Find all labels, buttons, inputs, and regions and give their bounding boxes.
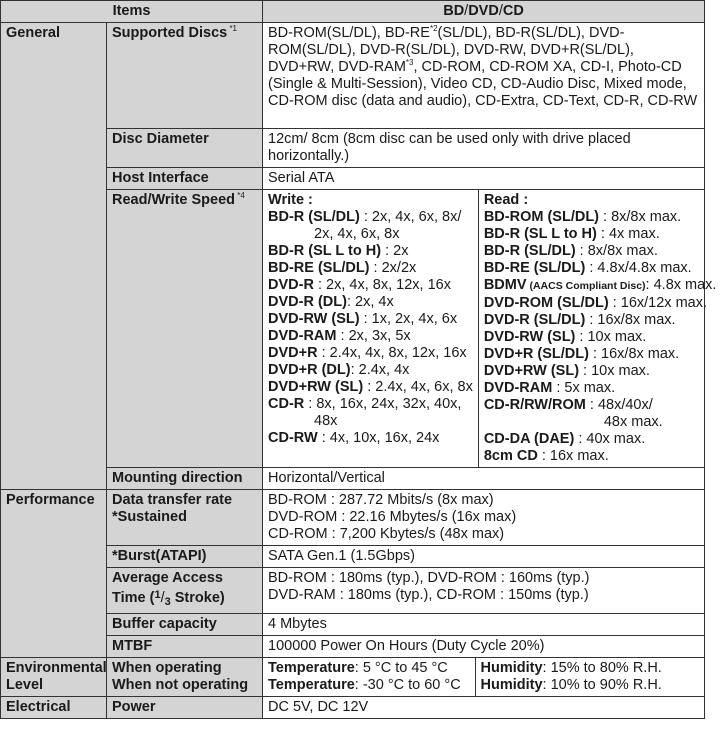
value-burst: SATA Gen.1 (1.5Gbps) (263, 546, 705, 568)
read-speed-line: DVD-RW (SL) : 10x max. (483, 329, 647, 345)
read-speed-line: 8cm CD : 16x max. (483, 448, 609, 464)
read-speed-line: DVD-R (SL/DL) : 16x/8x max. (483, 312, 676, 328)
humidity-values: Humidity: 15% to 80% R.H. Humidity: 10% to 90% R.H. (480, 660, 662, 693)
label-buffer-capacity: Buffer capacity (107, 614, 263, 636)
write-speed-line: BD-RE (SL/DL) : 2x/2x (268, 260, 417, 276)
read-speed-line: DVD+RW (SL) : 10x max. (483, 363, 650, 379)
value-buffer-capacity: 4 Mbytes (263, 614, 705, 636)
category-general: General (1, 23, 107, 490)
value-supported-discs: BD-ROM(SL/DL), BD-RE$^{*2}$(SL/DL), BD-R(SL/DL), DVD-ROM(SL/DL), DVD-R(SL/DL), DVD-RW, DVD+R(SL/DL), DVD+RW, DVD-RAM$^{*3}$, CD-ROM, CD-ROM XA, CD-I, Photo-CD (Single & Multi-Session), Video CD, CD-Audio Disc, Mixed mode, CD-ROM disc (data and audio), CD-Extra, CD-Text, CD-R, CD-RW (263, 23, 705, 129)
category-environmental: Environmental Level (1, 658, 107, 697)
row-environmental (1, 658, 705, 697)
write-speed-line: DVD-RAM : 2x, 3x, 5x (268, 328, 411, 344)
row-electrical (1, 697, 705, 719)
label-read-write-speed: Read/Write Speed $^{*4}$ (107, 190, 263, 468)
format-header: BD/DVD/CD (263, 1, 705, 23)
value-host-interface: Serial ATA (263, 168, 705, 190)
read-speed-list: Read : BD-ROM (SL/DL) : 8x/8x max. BD-R (SL L to H) : 4x max. BD-R (SL/DL) : 8x/8x max. BD-RE (SL/DL) : 4.8x/4.8x max. BDMV (AACS Compliant Disc): 4.8x max. DVD-ROM (SL/DL) : 16x/12x max. DVD-R (SL/DL) : 16x/8x max. DVD-RW (SL) : 10x max. DVD+R (SL/DL) : 16x/8x max. DVD+RW (SL) : 10x max. DVD-RAM : 5x max. CD-R/RW/ROM : 48x/40x/ 48x max. CD-DA (DAE) : 40x max. 8cm CD : 16x max. (483, 192, 717, 464)
value-read-write-speed (263, 190, 717, 468)
row-host-interface (1, 168, 705, 190)
write-speed-list: Write : BD-R (SL/DL) : 2x, 4x, 6x, 8x/ 2x, 4x, 6x, 8x BD-R (SL L to H) : 2x BD-RE (SL/DL) : 2x/2x DVD-R : 2x, 4x, 8x, 12x, 16x DVD-R (DL): 2x, 4x DVD-RW (SL) : 1x, 2x, 4x, 6x DVD-RAM : 2x, 3x, 5x DVD+R : 2.4x, 4x, 8x, 12x, 16x DVD+R (DL): 2.4x, 4x DVD+RW (SL) : 2.4x, 4x, 6x, 8x CD-R : 8x, 16x, 24x, 32x, 40x, 48x CD-RW : 4x, 10x, 16x, 24x (263, 190, 478, 467)
read-speed-line: DVD-ROM (SL/DL) : 16x/12x max. (483, 295, 707, 311)
read-speed-line: 48x max. (603, 414, 663, 430)
write-speed-line: CD-RW : 4x, 10x, 16x, 24x (268, 430, 440, 446)
row-mtbf (1, 636, 705, 658)
label-mounting-direction: Mounting direction (107, 468, 263, 490)
value-mtbf: 100000 Power On Hours (Duty Cycle 20%) (263, 636, 705, 658)
category-electrical: Electrical (1, 697, 107, 719)
read-speed-line: BD-R (SL/DL) : 8x/8x max. (483, 243, 658, 259)
label-disc-diameter: Disc Diameter (107, 129, 263, 168)
write-speed-line: DVD+R : 2.4x, 4x, 8x, 12x, 16x (268, 345, 467, 361)
read-speed-line: BDMV (AACS Compliant Disc): 4.8x max. (483, 277, 717, 293)
label-host-interface: Host Interface (107, 168, 263, 190)
row-mounting-direction (1, 468, 705, 490)
label-power: Power (107, 697, 263, 719)
row-data-transfer-rate (1, 490, 705, 546)
category-performance: Performance (1, 490, 107, 658)
label-burst: *Burst(ATAPI) (107, 546, 263, 568)
label-average-access-time: Average Access Time ($^1/_3$ Stroke) (107, 568, 263, 614)
read-speed-line: DVD+R (SL/DL) : 16x/8x max. (483, 346, 680, 362)
read-speed-line: BD-ROM (SL/DL) : 8x/8x max. (483, 209, 682, 225)
row-buffer-capacity (1, 614, 705, 636)
value-mounting-direction: Horizontal/Vertical (263, 468, 705, 490)
header-row (1, 1, 705, 23)
read-speed-line: CD-R/RW/ROM : 48x/40x/ (483, 397, 653, 413)
value-data-transfer-rate: BD-ROM : 287.72 Mbits/s (8x max) DVD-ROM : 22.16 Mbytes/s (16x max) CD-ROM : 7,200 Kbytes/s (48x max) (263, 490, 705, 546)
write-speed-line: CD-R : 8x, 16x, 24x, 32x, 40x, (268, 396, 462, 412)
write-speed-line: 48x (314, 413, 338, 429)
write-speed-line: DVD+RW (SL) : 2.4x, 4x, 6x, 8x (268, 379, 473, 395)
row-average-access-time (1, 568, 705, 614)
value-environmental (263, 658, 705, 697)
write-speed-line: DVD-R : 2x, 4x, 8x, 12x, 16x (268, 277, 451, 293)
label-operating-conditions: When operating When not operating (107, 658, 263, 697)
label-data-transfer-rate: Data transfer rate *Sustained (107, 490, 263, 546)
value-average-access-time: BD-ROM : 180ms (typ.), DVD-ROM : 160ms (typ.) DVD-RAM : 180ms (typ.), CD-ROM : 150ms (typ.) (263, 568, 705, 614)
write-speed-line: BD-R (SL/DL) : 2x, 4x, 6x, 8x/ (268, 209, 462, 225)
read-speed-line: CD-DA (DAE) : 40x max. (483, 431, 646, 447)
write-speed-line: 2x, 4x, 6x, 8x (314, 226, 400, 242)
write-speed-line: DVD-RW (SL) : 1x, 2x, 4x, 6x (268, 311, 458, 327)
row-disc-diameter (1, 129, 705, 168)
row-supported-discs (1, 23, 705, 129)
value-disc-diameter: 12cm/ 8cm (8cm disc can be used only with drive placed horizontally.) (263, 129, 705, 168)
temperature-values: Temperature: 5 °C to 45 °C Temperature: -30 °C to 60 °C (263, 658, 475, 696)
read-speed-line: BD-RE (SL/DL) : 4.8x/4.8x max. (483, 260, 692, 276)
read-speed-line: DVD-RAM : 5x max. (483, 380, 616, 396)
items-header: Items (1, 1, 263, 23)
write-speed-line: DVD+R (DL): 2.4x, 4x (268, 362, 410, 378)
label-mtbf: MTBF (107, 636, 263, 658)
read-speed-line: BD-R (SL L to H) : 4x max. (483, 226, 660, 242)
row-read-write-speed (1, 190, 705, 468)
value-power: DC 5V, DC 12V (263, 697, 705, 719)
write-speed-line: DVD-R (DL): 2x, 4x (268, 294, 394, 310)
label-supported-discs: Supported Discs $^{*1}$ (107, 23, 263, 129)
write-speed-line: BD-R (SL L to H) : 2x (268, 243, 409, 259)
row-burst (1, 546, 705, 568)
